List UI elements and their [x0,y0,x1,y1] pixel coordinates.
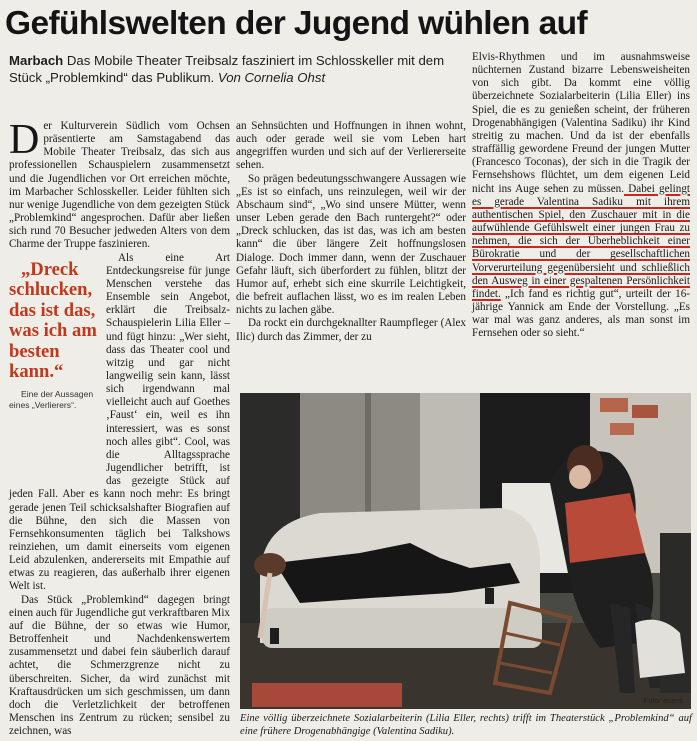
article-column-1 [9,117,230,738]
paragraph-text: er Kulturverein Südlich vom Ochsen präsentierte am Samstagabend das Mobile Theater Treibsalz, das sich aus professionellen Schauspielern zusammensetzt und die Jugendlichen vor Ort erreichen möchte, im Marbacher Schlosskeller. Leider fühlten sich nur wenige Jugendliche von dem gezeigten Stück „Problemkind“ angesprochen. Dafür aber ließen sich rund 70 Besucher jedweden Alters von dem Charme der Truppe faszinieren. [9,120,230,251]
paragraph [9,117,230,252]
paragraph: So prägen bedeutungsschwangere Aussagen wie „Es ist so einfach, uns reinzulegen, weil wir der Abschaum sind“, „Wo sind unsere Mütter, wenn unser Leben gerade den Bach runtergeht?“ oder „Dreck schlucken, das ist das, was ich am besten kann“ die über längere Zeit hoffnungslosen Dialoge. Doch immer dann, wenn der Zuschauer Gefahr läuft, sich überfordert zu fühlen, blitzt der Humor auf, erhebt sich eine skurrile Leichtigkeit, die befreit auflachen lässt, wo es im realen Leben nichts zu lachen gäbe. [236,172,466,317]
article-column-2 [236,120,466,344]
pullquote-box [9,252,100,484]
stage-photo [240,393,691,709]
article-subhead [9,52,464,86]
drop-cap: D [9,117,40,163]
paragraph-text: Elvis-Rhythmen und im ausnahmsweise nüchternen Zustand bizarre Lebensweisheiten von sich gibt. Da kommt eine völlig überzeichnete Sozialarbeiterin (Lilia Eller) ins Spiel, die es zu genießen scheint, der früheren Drogenabhängigen (Valentina Sadiku) ihr Kind streitig zu machen. Und da ist der ebenfalls straffällig gewordene Freund der jungen Mutter (Francesco Toconas), der sich in die Tragik der Fernsehshows flüchtet, um dem eigenen Leid nicht ins Auge sehen zu müssen. [472,51,690,195]
photo-caption: Eine völlig überzeichnete Sozialarbeiterin (Lilia Eller, rechts) trifft im Theaterstück „Problemkind“ auf eine frühere Drogenabhängige (Valentina Sadiku). [240,713,692,737]
article-column-3 [472,51,690,340]
pullquote: „Dreck schlucken, das ist das, was ich am besten kann.“ [9,258,97,383]
article-headline: Gefühlswelten der Jugend wühlen auf [5,5,588,42]
paragraph-text: Als eine Art Entdeckungsreise für junge Menschen verstehe das Ensemble sein Angebot, erklärt die Treibsalz-Schauspielerin Lilia Eller – und fügt hinzu: „Wer sieht, dass das Theater cool und witzig und gar nicht langweilig sein kann, lässt sich irgendwann mal vielleicht auch auf Goethes ‚Faust‘ ein, weil es ihn interessiert, was es sonst noch alles gibt“. Cool, was die Alltagssprache Jugendlicher betrifft, ist das gezeigte Stück auf jeden Fall. Aber es kann noch mehr: Es bringt gerade jenen Teil schicksalshafter Biografien auf die Bühne, den sich die Massen von Fernsehkonsumenten täglich bei Talkshows reinziehen, um damit einerseits vom eigenen Leid abzulenken, andererseits mit Empathie auf etwas zu reagieren, das außerhalb ihrer eigenen Welt ist. [9,251,230,593]
dateline-place: Marbach [9,53,64,68]
paragraph [9,252,230,594]
photo-credit: Foto: avanti [643,696,683,705]
subhead-text: Das Mobile Theater Treibsalz fasziniert im Schlosskeller mit dem Stück „Problemkind“ das Publikum. [9,53,445,85]
paragraph: Das Stück „Problemkind“ dagegen bringt einen auch für Jugendliche gut verkraftbaren Mix auf die Bühne, der so etwas wie Humor, Betroffenheit und Nachdenkenswertem zusammensetzt und dabei fein säuberlich darauf achtet, die Schmerzgrenze nicht zu überschreiten. Sicher, da wird zunächst mit Kraftausdrücken um sich geschmissen, um dann doch die Verletzlichkeit der betroffenen Menschen ins Zentrum zu rücken; sensibel zu zeichnen, was [9,593,230,738]
paragraph: an Sehnsüchten und Hoffnungen in ihnen wohnt, auch oder gerade weil sie vom Leben hart angegriffen wurden und sich auf der Verliererseite sehen. [236,120,466,172]
stage-photo-image [240,393,691,709]
author-byline: Von Cornelia Ohst [214,70,326,85]
paragraph [472,51,690,340]
paragraph: Da rockt ein durchgeknallter Raumpfleger (Alex Ilic) durch das Zimmer, der zu [236,317,466,343]
underlined-passage: Dabei gelingt es gerade Valentina Sadiku mit ihrem authentischen Spiel, den Zuschauer mit in die aufwühlende Gefühlswelt einer jungen Frau zu nehmen, die sich der Überheblichkeit einer Bürokratie und der gesellschaftlichen Vorverurteilung gegenübersieht und schließlich den Ausweg in einer gespaltenen Persönlichkeit findet. [472,182,690,300]
pullquote-caption: Eine der Aussagen eines „Verlierers“. [9,388,94,410]
paragraph-text: „Ich fand es richtig gut“, urteilt der 16-jährige Yannick am Ende der Vorstellung. „Es war mal was ganz anderes, als man sonst im Fernsehen oder so sieht.“ [472,287,690,340]
